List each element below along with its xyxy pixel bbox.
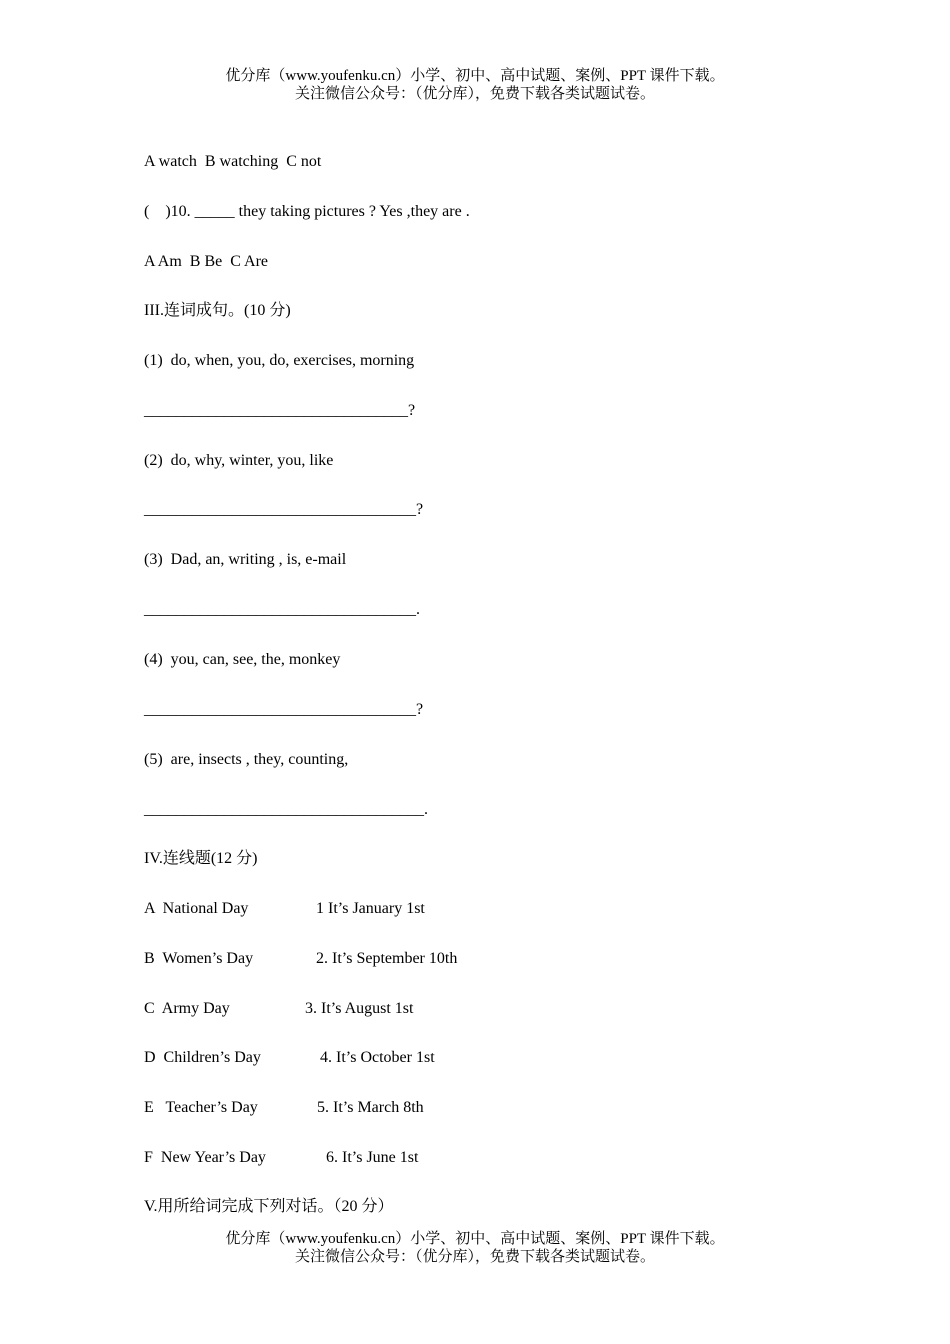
sentence-prompt-4: (4) you, can, see, the, monkey xyxy=(144,651,341,668)
answer-line-4: __________________________________? xyxy=(144,701,424,718)
section-3-title: III.连词成句。(10 分) xyxy=(144,302,291,319)
sentence-prompt-1: (1) do, when, you, do, exercises, morning xyxy=(144,352,415,369)
header-line-1: 优分库（www.youfenku.cn）小学、初中、高中试题、案例、PPT 课件下载。 xyxy=(225,68,725,84)
match-left-4: D Children’s Day xyxy=(144,1049,261,1066)
match-right-3: 3. It’s August 1st xyxy=(305,1000,414,1017)
match-right-6: 6. It’s June 1st xyxy=(326,1149,419,1166)
section-4-title: IV.连线题(12 分) xyxy=(144,850,258,867)
match-right-1: 1 It’s January 1st xyxy=(316,900,425,917)
q10-question: ( )10. _____ they taking pictures ? Yes ,they are . xyxy=(144,203,470,220)
footer-line-1: 优分库（www.youfenku.cn）小学、初中、高中试题、案例、PPT 课件下载。 xyxy=(225,1231,725,1247)
page-footer xyxy=(0,1230,950,1266)
header-line-2: 关注微信公众号：（优分库），免费下载各类试题试卷。 xyxy=(294,86,655,102)
answer-line-1: _________________________________? xyxy=(144,402,416,419)
section-5-title: V.用所给词完成下列对话。（20 分） xyxy=(144,1198,394,1215)
footer-line-2: 关注微信公众号：（优分库），免费下载各类试题试卷。 xyxy=(294,1249,655,1265)
match-right-5: 5. It’s March 8th xyxy=(317,1099,424,1116)
sentence-prompt-2: (2) do, why, winter, you, like xyxy=(144,452,334,469)
sentence-prompt-5: (5) are, insects , they, counting, xyxy=(144,751,349,768)
match-right-4: 4. It’s October 1st xyxy=(320,1049,435,1066)
match-left-5: E Teacher’s Day xyxy=(144,1099,258,1116)
q10-options: A Am B Be C Are xyxy=(144,253,269,270)
answer-line-5: ___________________________________. xyxy=(144,801,428,818)
q9-options: A watch B watching C not xyxy=(144,153,322,170)
match-left-6: F New Year’s Day xyxy=(144,1149,266,1166)
page-header xyxy=(0,67,950,103)
match-left-3: C Army Day xyxy=(144,1000,230,1017)
answer-line-2: __________________________________? xyxy=(144,501,424,518)
sentence-prompt-3: (3) Dad, an, writing , is, e-mail xyxy=(144,551,347,568)
match-left-2: B Women’s Day xyxy=(144,950,254,967)
answer-line-3: __________________________________. xyxy=(144,601,420,618)
match-right-2: 2. It’s September 10th xyxy=(316,950,458,967)
match-left-1: A National Day xyxy=(144,900,249,917)
